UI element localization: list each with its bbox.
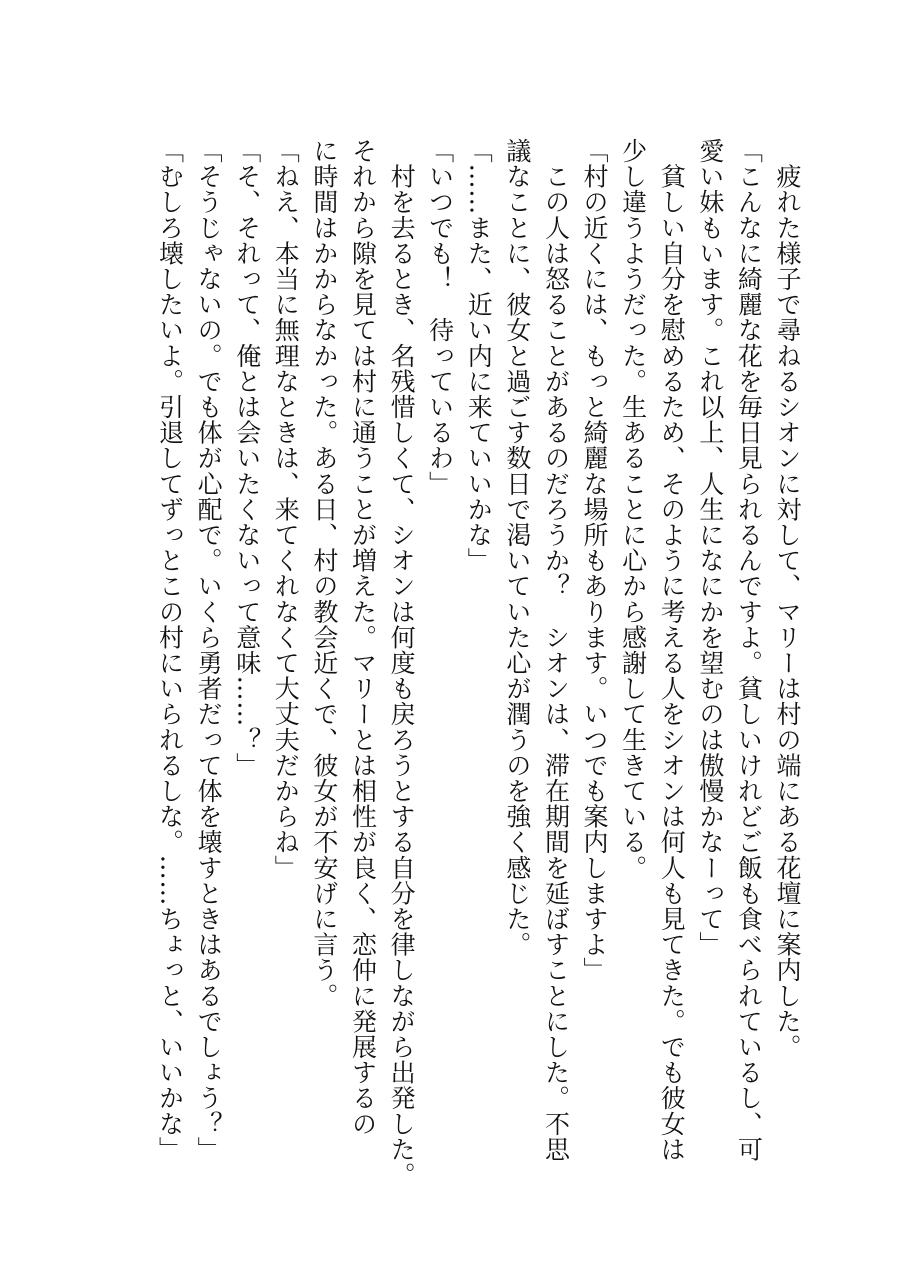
text-line: 村を去るとき、名残惜しくて、シオンは何度も戻ろうとする自分を律しながら出発した。 (387, 138, 417, 1188)
text-line: に時間はかからなかった。ある日、村の教会近くで、彼女が不安げに言う。 (309, 138, 339, 1009)
text-line: 「いつでも！ 待っているわ」 (425, 138, 455, 497)
text-line: 「こんなに綺麗な花を毎日見られるんですよ。貧しいけれどご飯も食べられているし、可 (734, 138, 764, 1162)
text-line: 「むしろ壊したいよ。引退してずっとこの村にいられるしな。……ちょっと、いいかな」 (155, 138, 185, 1162)
text-line: それから隙を見ては村に通うことが増えた。マリーとは相性が良く、恋仲に発展するの (348, 138, 378, 1137)
text-line: 貧しい自分を慰めるため、そのように考える人をシオンは何人も見てきた。でも彼女は (657, 138, 687, 1162)
text-line: 疲れた様子で尋ねるシオンに対して、マリーは村の端にある花壇に案内した。 (773, 138, 802, 1060)
text-line: 愛い妹もいます。これ以上、人生になにかを望むのは傲慢かなーって」 (695, 138, 725, 958)
text-line: 「そうじゃないの。でも体が心配で。いくら勇者だって体を壊すときはあるでしょう？」 (194, 138, 224, 1162)
vertical-text-body (150, 138, 806, 1188)
text-line: 議なことに、彼女と過ごす数日で渇いていた心が潤うのを強く感じた。 (502, 138, 532, 958)
text-line: 「村の近くには、もっと綺麗な場所もあります。いつでも案内しますよ」 (580, 138, 610, 983)
text-line: 少し違うようだった。生あることに心から感謝して生きている。 (618, 138, 648, 881)
text-line: 「そ、それって、俺とは会いたくないって意味……？」 (232, 138, 262, 778)
text-line: 「……また、近い内に来ていいかな」 (464, 138, 494, 574)
text-line: 「ねえ、本当に無理なときは、来てくれなくて大丈夫だからね」 (271, 138, 301, 881)
text-line: この人は怒ることがあるのだろうか？ シオンは、滞在期間を延ばすことにした。不思 (541, 138, 571, 1162)
